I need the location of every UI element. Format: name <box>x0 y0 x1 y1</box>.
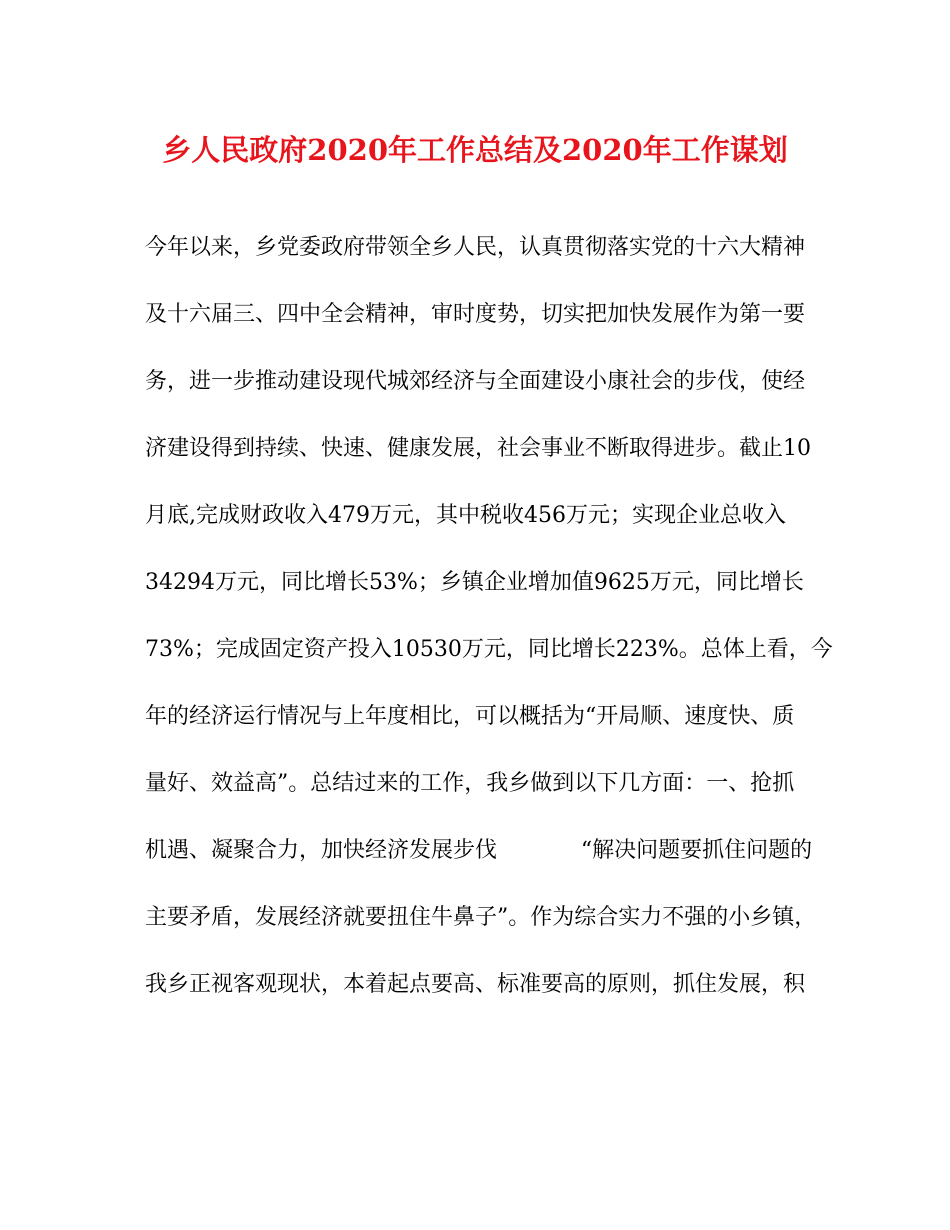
body-line: 及十六届三、四中全会精神，审时度势，切实把加快发展作为第一要 <box>145 302 806 327</box>
document-title: 乡人民政府2020年工作总结及2020年工作谋划 <box>162 133 788 167</box>
body-line: 34294万元，同比增长53%；乡镇企业增加值9625万元，同比增长 <box>145 570 804 595</box>
body-line: 年的经济运行情况与上年度相比，可以概括为“开局顺、速度快、质 <box>145 704 795 729</box>
body-line: 月底,完成财政收入479万元，其中税收456万元；实现企业总收入 <box>145 503 786 528</box>
body-line: 机遇、凝聚合力，加快经济发展步伐 “解决问题要抓住问题的 <box>145 838 813 863</box>
body-line: 量好、效益高”。总结过来的工作，我乡做到以下几方面：一、抢抓 <box>145 771 795 796</box>
body-line: 主要矛盾，发展经济就要扭住牛鼻子”。作为综合实力不强的小乡镇， <box>145 905 817 930</box>
body-line: 今年以来，乡党委政府带领全乡人民，认真贯彻落实党的十六大精神 <box>145 235 806 260</box>
body-line: 务，进一步推动建设现代城郊经济与全面建设小康社会的步伐，使经 <box>145 369 806 394</box>
document-body <box>145 232 833 1036</box>
body-line: 济建设得到持续、快速、健康发展，社会事业不断取得进步。截止10 <box>145 436 811 461</box>
body-line: 73%；完成固定资产投入10530万元，同比增长223%。总体上看，今 <box>145 637 833 662</box>
body-line: 我乡正视客观现状，本着起点要高、标准要高的原则，抓住发展，积 <box>145 972 806 997</box>
